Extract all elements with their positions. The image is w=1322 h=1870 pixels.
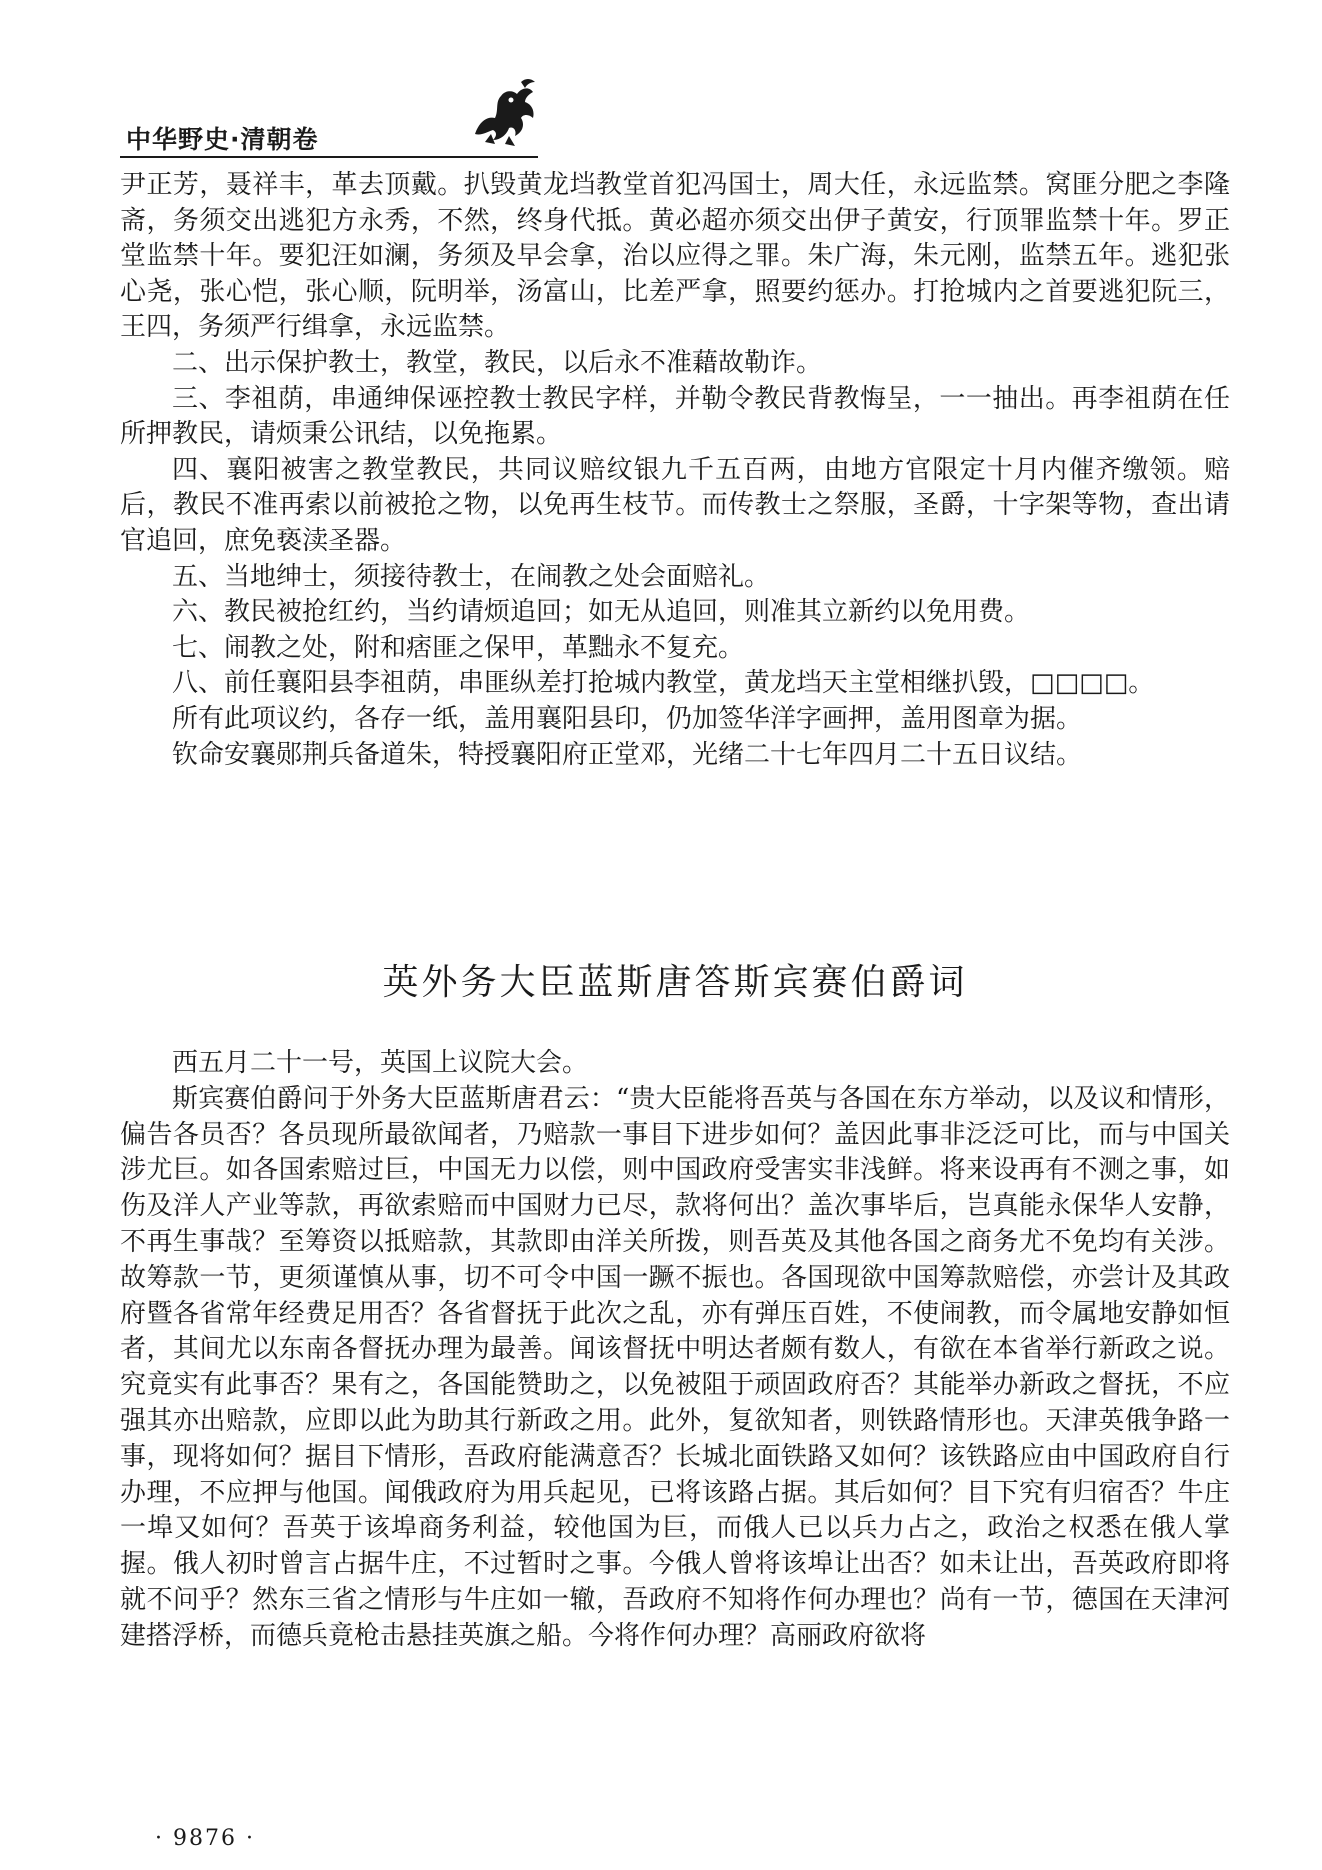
- dragon-emblem-icon: [465, 72, 545, 152]
- paragraph: 所有此项议约，各存一纸，盖用襄阳县印，仍加签华洋字画押，盖用图章为据。: [172, 703, 1083, 734]
- paragraph: 西五月二十一号，英国上议院大会。: [172, 1048, 589, 1078]
- paragraph: 七、闹教之处，附和痞匪之保甲，革黜永不复充。: [172, 632, 745, 663]
- paragraph: 斯宾赛伯爵问于外务大臣蓝斯唐君云：“贵大臣能将吾英与各国在东方举动，以及议和情形，偏告各员否？各员现所最欲闻者，乃赔款一事目下进步如何？盖因此事非泛泛可比，而与中国关涉尤巨。如各国索赔过巨，中国无力以偿，则中国政府受害实非浅鲜。将来设再有不测之事，如伤及洋人产业等款，再欲索赔而中国财力已尽，款将何出？盖次事毕后，岂真能永保华人安静，不再生事哉？至筹资以抵赔款，其款即由洋关所拨，则吾英及其他各国之商务尤不免均有关涉。故筹款一节，更须谨慎从事，切不可令中国一蹶不振也。各国现欲中国筹款赔偿，亦尝计及其政府暨各省常年经费足用否？各省督抚于此次之乱，亦有弹压百姓，不使闹教，而令属地安静如恒者，其间尤以东南各督抚办理为最善。闻该督抚中明达者颇有数人，有欲在本省举行新政之说。究竟实有此事否？果有之，各国能赞助之，以免被阻于顽固政府否？其能举办新政之督抚，不应强其亦出赔款，应即以此为助其行新政之用。此外，复欲知者，则铁路情形也。天津英俄争路一事，现将如何？据目下情形，吾政府能满意否？长城北面铁路又如何？该铁路应由中国政府自行办理，不应押与他国。闻俄政府为用兵起见，已将该路占据。其后如何？目下究有归宿否？牛庄一埠又如何？吾英于该埠商务利益，较他国为巨，而俄人已以兵力占之，政治之权悉在俄人掌握。俄人初时曾言占据牛庄，不过暂时之事。今俄人曾将该埠让出否？如未让出，吾英政府即将就不问乎？然东三省之情形与牛庄如一辙，吾政府不知将作何办理也？尚有一节，德国在天津河建搭浮桥，而德兵竟枪击悬挂英旗之船。今将作何办理？高丽政府欲将: [120, 1083, 1230, 1651]
- paragraph: 二、出示保护教士，教堂，教民，以后永不准藉故勒诈。: [172, 347, 823, 378]
- paragraph: 尹正芳，聂祥丰，革去顶戴。扒毁黄龙垱教堂首犯冯国士，周大任，永远监禁。窝匪分肥之李隆斋，务须交出逃犯方永秀，不然，终身代抵。黄必超亦须交出伊子黄安，行顶罪监禁十年。罗正堂监禁十年。要犯汪如澜，务须及早会拿，治以应得之罪。朱广海，朱元刚，监禁五年。逃犯张心尧，张心恺，张心顺，阮明举，汤富山，比差严拿，照要约惩办。打抢城内之首要逃犯阮三，王四，务须严行缉拿，永远监禁。: [120, 170, 1230, 343]
- book-title: 中华野史·清朝卷: [126, 125, 319, 154]
- paragraph: 六、教民被抢红约，当约请烦追回；如无从追回，则准其立新约以免用费。: [172, 597, 1031, 628]
- page-header: [120, 70, 538, 158]
- paragraph: 三、李祖荫，串通绅保诬控教士教民字样，并勒令教民背教悔呈，一一抽出。再李祖荫在任所押教民，请烦秉公讯结，以免拖累。: [120, 383, 1230, 450]
- paragraph: 钦命安襄郧荆兵备道朱，特授襄阳府正堂邓，光绪二十七年四月二十五日议结。: [172, 739, 1083, 770]
- paragraph: 八、前任襄阳县李祖荫，串匪纵差打抢城内教堂，黄龙垱天主堂相继扒毁，□□□□。: [172, 668, 1155, 699]
- paragraph: 五、当地绅士，须接待教士，在闹教之处会面赔礼。: [172, 561, 771, 592]
- page-number: · 9876 ·: [155, 1826, 255, 1851]
- article-text: [120, 1046, 1230, 1655]
- treaty-text: [120, 168, 1230, 773]
- article-heading: 英外务大臣蓝斯唐答斯宾赛伯爵词: [382, 962, 968, 1003]
- paragraph: 四、襄阳被害之教堂教民，共同议赔纹银九千五百两，由地方官限定十月内催齐缴领。赔后，教民不准再索以前被抢之物，以免再生枝节。而传教士之祭服，圣爵，十字架等物，查出请官追回，庶免亵渎圣器。: [120, 454, 1230, 556]
